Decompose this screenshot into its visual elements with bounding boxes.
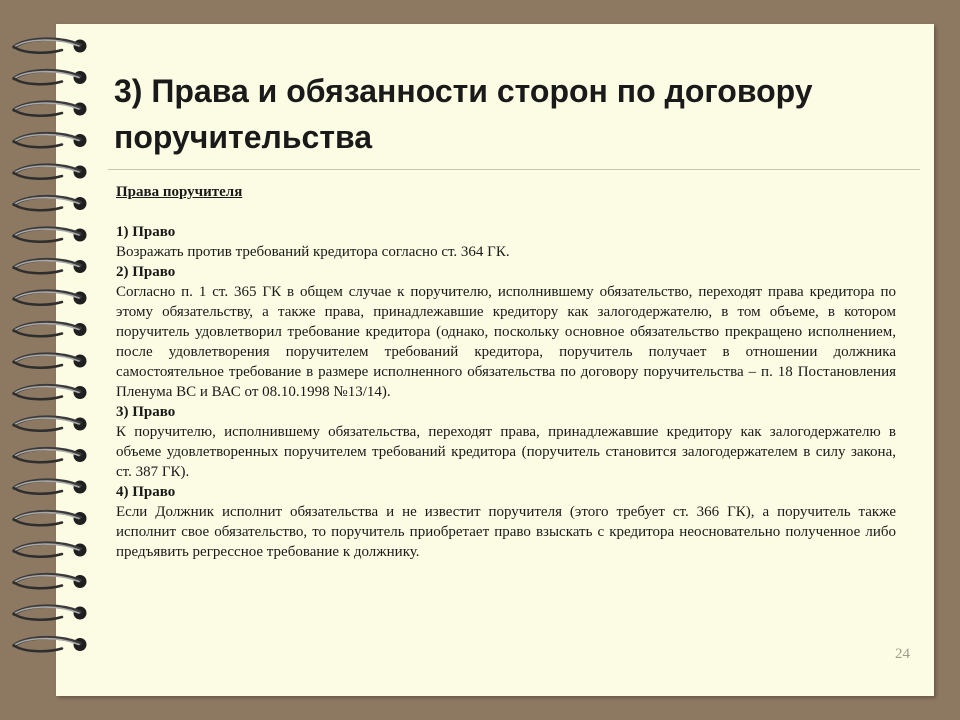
- spiral-ring-icon: [14, 512, 87, 526]
- spiral-ring-icon: [14, 449, 87, 463]
- item-heading: 3) Право: [116, 404, 176, 420]
- list-item: [116, 402, 896, 482]
- item-text: Согласно п. 1 ст. 365 ГК в общем случае к поручителю, исполнившему обязательство, переходят права кредитора по этому обязательству, а также права, принадлежавшие кредитору как залогодержателю, в том объеме, в котором поручитель удовлетворил требование кредитора (однако, поскольку основное обязательство прекращено исполнением, после удовлетворения поручителем требований кредитора, поручитель получает в отношении должника самостоятельное требование в размере исполненного обязательства по договору поручительства – п. 18 Постановления Пленума ВС и ВАС от 08.10.1998 №13/14).: [116, 284, 896, 400]
- spiral-binding: [0, 0, 110, 720]
- spiral-ring-icon: [14, 228, 87, 242]
- list-item: [116, 482, 896, 562]
- notebook-page: [56, 24, 934, 696]
- spiral-ring-icon: [14, 543, 87, 557]
- spiral-ring-icon: [14, 71, 87, 85]
- item-heading: 1) Право: [116, 224, 176, 240]
- spiral-ring-icon: [14, 575, 87, 589]
- item-heading: 2) Право: [116, 264, 176, 280]
- spiral-ring-icon: [14, 386, 87, 400]
- slide-body: [116, 182, 896, 562]
- spiral-ring-icon: [14, 102, 87, 116]
- spiral-ring-icon: [14, 39, 87, 53]
- spiral-ring-icon: [14, 354, 87, 368]
- list-item: [116, 262, 896, 402]
- spiral-ring-icon: [14, 260, 87, 274]
- spiral-ring-icon: [14, 291, 87, 305]
- spiral-ring-icon: [14, 638, 87, 652]
- item-text: Возражать против требований кредитора согласно ст. 364 ГК.: [116, 244, 510, 260]
- spiral-ring-icon: [14, 197, 87, 211]
- item-text: Если Должник исполнит обязательства и не известит поручителя (этого требует ст. 366 ГК), а поручитель также исполнит свое обязательство, то поручитель приобретает право взыскать с кредитора неосновательно полученное либо предъявить регрессное требование к должнику.: [116, 504, 896, 560]
- spiral-ring-icon: [14, 417, 87, 431]
- title-divider: [108, 169, 920, 170]
- section-title: Права поручителя: [116, 184, 243, 200]
- item-text: К поручителю, исполнившему обязательства, переходят права, принадлежавшие кредитору как залогодержателю в объеме удовлетворенных поручителем требований кредитора (поручитель становится залогодержателем в силу закона, ст. 387 ГК).: [116, 424, 896, 480]
- spiral-ring-icon: [14, 323, 87, 337]
- spiral-ring-icon: [14, 165, 87, 179]
- slide-title: 3) Права и обязанности сторон по договору поручительства: [114, 73, 813, 155]
- page-number: 24: [895, 646, 910, 662]
- list-item: [116, 222, 896, 262]
- spiral-ring-icon: [14, 134, 87, 148]
- spiral-ring-icon: [14, 606, 87, 620]
- item-heading: 4) Право: [116, 484, 176, 500]
- spiral-ring-icon: [14, 480, 87, 494]
